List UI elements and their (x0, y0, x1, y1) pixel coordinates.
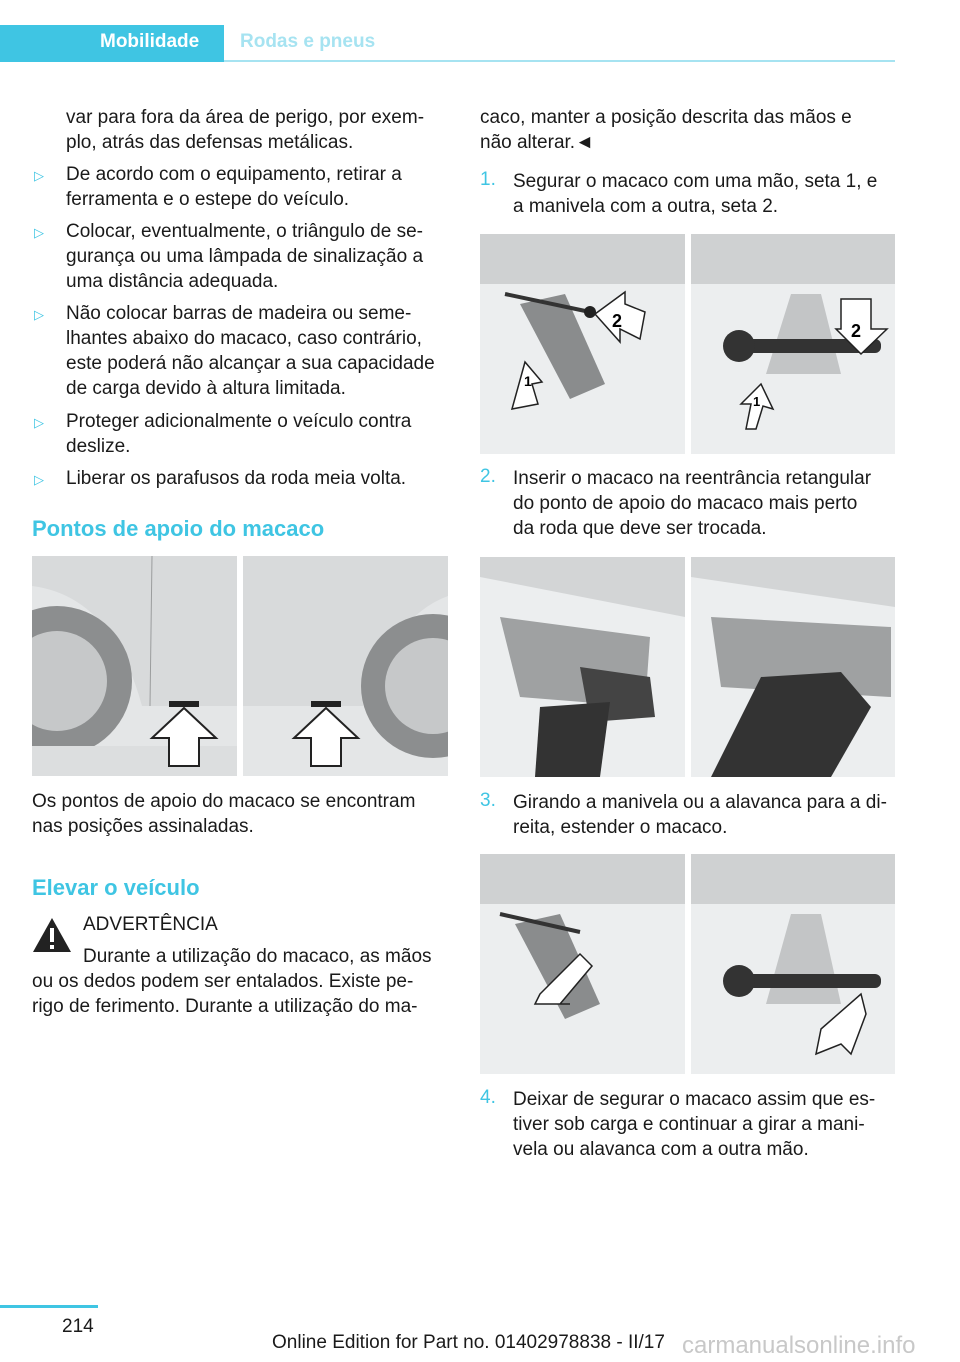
warning-text (32, 944, 432, 1019)
text-line: tiver sob carga e continuar a girar a mani- (513, 1114, 865, 1135)
text-line: Inserir o macaco na reentrância retangular (513, 468, 872, 489)
intro-text (66, 105, 424, 155)
text-line: Não colocar barras de madeira ou seme- (66, 303, 412, 324)
step-number: 1. (480, 169, 496, 190)
arrow-label-2: 2 (851, 321, 862, 341)
jack-points-caption (32, 789, 415, 839)
text-line: rigo de ferimento. Durante a utilização do ma- (32, 996, 418, 1017)
bullet-marker-icon: ▷ (34, 225, 44, 240)
arrow-label-2: 2 (612, 311, 623, 331)
text-line: da roda que deve ser trocada. (513, 518, 767, 539)
step-text (513, 169, 877, 219)
text-line: gurança ou uma lâmpada de sinalização a (66, 246, 424, 267)
text-line: nas posições assinaladas. (32, 816, 254, 837)
bullet-marker-icon: ▷ (34, 415, 44, 430)
text-line: uma distância adequada. (66, 271, 279, 292)
footer-divider (0, 1305, 98, 1308)
text-line: do ponto de apoio do macaco mais perto (513, 493, 858, 514)
text-line: Girando a manivela ou a alavanca para a di- (513, 792, 887, 813)
text-line: Liberar os parafusos da roda meia volta. (66, 468, 407, 489)
text-line: este poderá não alcançar a sua capacidade (66, 353, 435, 374)
text-line: de carga devido à altura limitada. (66, 378, 346, 399)
text-line: caco, manter a posição descrita das mãos e (480, 107, 852, 128)
text-line: lhantes abaixo do macaco, caso contrário, (66, 328, 422, 349)
step-number: 2. (480, 466, 496, 487)
header-divider (224, 60, 895, 62)
bullet-item (66, 301, 435, 401)
bullet-marker-icon: ▷ (34, 168, 44, 183)
text-line: Proteger adicionalmente o veículo contra (66, 411, 412, 432)
step-number: 4. (480, 1087, 496, 1108)
step-number: 3. (480, 790, 496, 811)
step-text (513, 790, 887, 840)
bullet-item (66, 466, 406, 491)
jack-point-rear-image (243, 556, 448, 776)
arrow-label-1: 1 (753, 394, 761, 409)
text-line: Durante a utilização do macaco, as mãos (83, 946, 432, 967)
watermark: carmanualsonline.info (682, 1332, 916, 1359)
jack-hold-image-left (480, 234, 685, 454)
bullet-item (66, 162, 402, 212)
bullet-item (66, 219, 423, 294)
jack-hold-image-right (691, 234, 895, 454)
text-line: ou os dedos podem ser entalados. Existe pe- (32, 971, 414, 992)
step-text (513, 1087, 875, 1162)
bullet-item (66, 409, 411, 459)
jack-insert-image-right (691, 557, 895, 777)
text-line: Colocar, eventualmente, o triângulo de se- (66, 221, 423, 242)
heading-jack-points: Pontos de apoio do macaco (32, 516, 325, 541)
edition-note: Online Edition for Part no. 01402978838 - II/17 (272, 1332, 665, 1353)
step-text (513, 466, 871, 541)
bullet-marker-icon: ▷ (34, 472, 44, 487)
jack-insert-image-left (480, 557, 685, 777)
text-line: Segurar o macaco com uma mão, seta 1, e (513, 171, 878, 192)
text-line: ferramenta e o estepe do veículo. (66, 189, 350, 210)
jack-extend-image-right (691, 854, 895, 1074)
text-line: var para fora da área de perigo, por exem- (66, 107, 425, 128)
chapter-title: Rodas e pneus (240, 31, 376, 52)
text-line: reita, estender o macaco. (513, 817, 728, 838)
arrow-label-1: 1 (524, 373, 532, 389)
jack-point-front-image (32, 556, 237, 776)
warning-title: ADVERTÊNCIA (83, 914, 218, 935)
bullet-marker-icon: ▷ (34, 307, 44, 322)
text-line: não alterar.◄ (480, 132, 594, 153)
text-line: Deixar de segurar o macaco assim que es- (513, 1089, 876, 1110)
text-line: vela ou alavanca com a outra mão. (513, 1139, 809, 1160)
text-line: deslize. (66, 436, 131, 457)
heading-raise-vehicle: Elevar o veículo (32, 875, 200, 900)
section-title: Mobilidade (100, 31, 200, 52)
text-line: plo, atrás das defensas metálicas. (66, 132, 354, 153)
page-number: 214 (62, 1316, 94, 1337)
text-line: Os pontos de apoio do macaco se encontram (32, 791, 416, 812)
text-line: De acordo com o equipamento, retirar a (66, 164, 402, 185)
warning-continuation (480, 105, 852, 155)
text-line: a manivela com a outra, seta 2. (513, 196, 779, 217)
jack-extend-image-left (480, 854, 685, 1074)
